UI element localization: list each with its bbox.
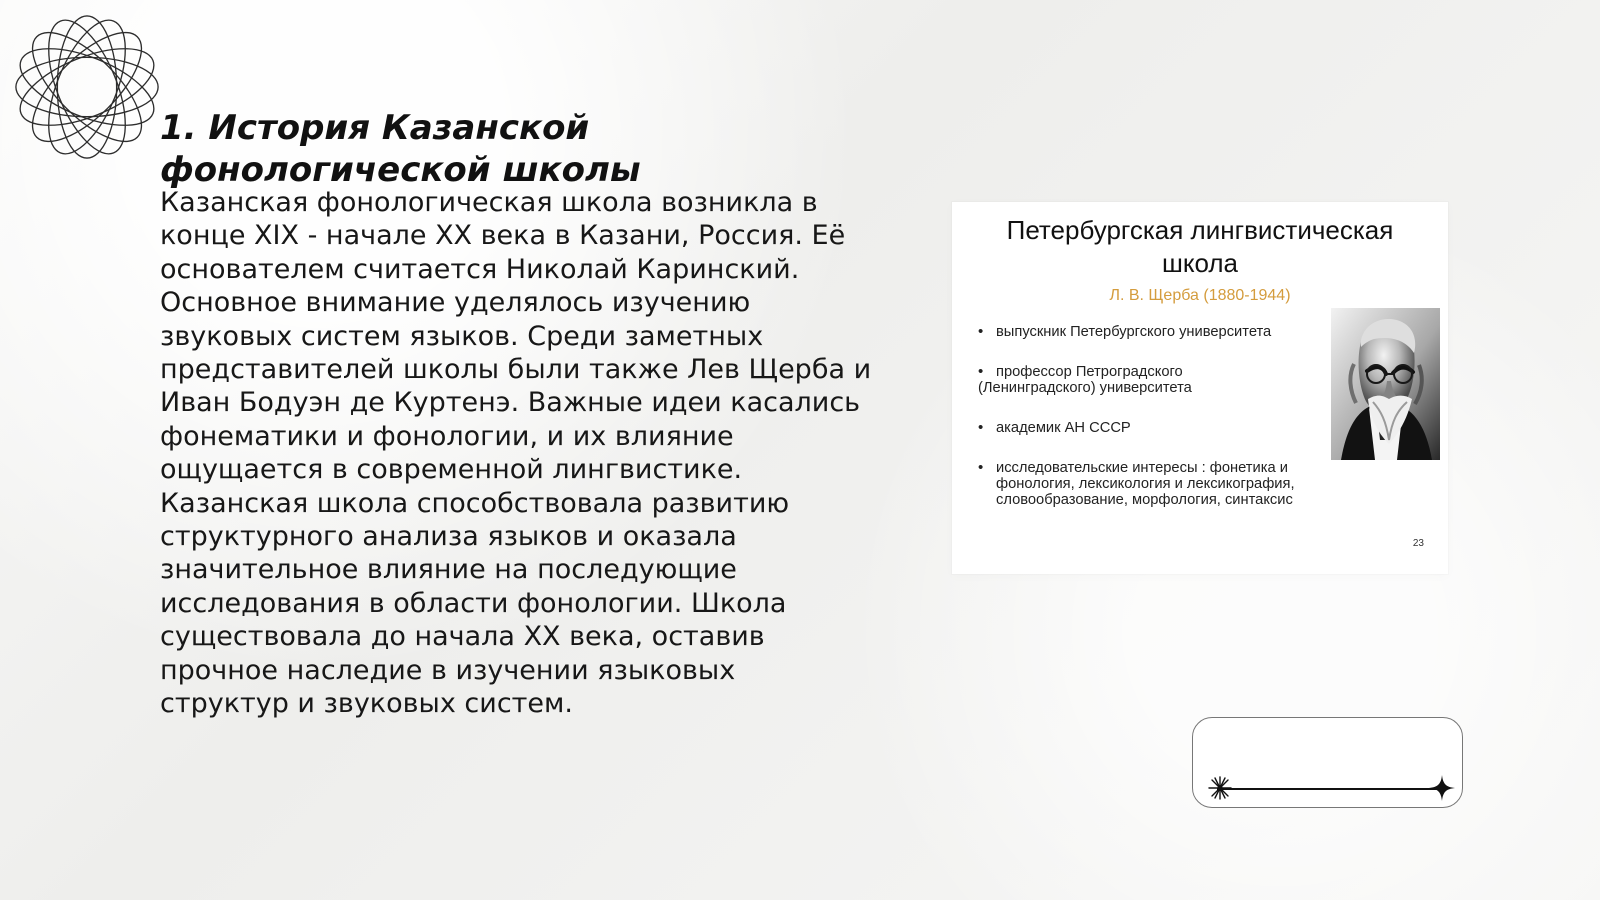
bullet-item [978, 460, 1328, 508]
embedded-slide-bullet-list [978, 324, 1328, 508]
orbit-ornament-icon [8, 8, 166, 166]
embedded-title-line: Петербургская лингвистическая [1006, 215, 1394, 245]
body-text-line: Казанская школа способствовала развитию [160, 487, 790, 519]
bullet-line: • профессор Петроградского [996, 364, 1183, 380]
body-text-line: звуковых систем языков. Среди заметных [160, 320, 764, 352]
body-text-line: представителей школы были также Лев Щерба и [160, 354, 872, 386]
embedded-slide-subtitle: Л. В. Щерба (1880-1944) [1109, 287, 1291, 304]
four-point-star-icon [1427, 773, 1457, 803]
slide-body-text [160, 186, 872, 721]
body-text-line: исследования в области фонологии. Школа [160, 587, 787, 619]
slide-title [160, 107, 720, 191]
bullet-item [978, 420, 1328, 436]
body-text-line: Казанская фонологическая школа возникла в [160, 187, 818, 218]
body-text-line: фонематики и фонологии, и их влияние [160, 420, 734, 452]
bullet-line: фонология, лексикология и лексикография, [996, 476, 1295, 492]
body-text-line: ощущается в современной лингвистике. [160, 454, 743, 486]
body-text-line: конце XIX - начале XX века в Казани, Россия. Её [160, 220, 846, 252]
portrait-photo [1331, 308, 1440, 460]
embedded-slide-page-number: 23 [1412, 538, 1424, 549]
body-text-line: структурного анализа языков и оказала [160, 521, 737, 553]
embedded-title-line: школа [1161, 248, 1239, 278]
bullet-line: (Ленинградского) университета [978, 380, 1192, 396]
timeline-line [1217, 788, 1442, 790]
body-text-line: прочное наследие в изучении языковых [160, 654, 736, 686]
embedded-slide-image [952, 202, 1448, 574]
timeline-card [1192, 717, 1463, 808]
bullet-line: словообразование, морфология, синтаксис [996, 492, 1293, 508]
body-text-line: существовала до начала XX века, оставив [160, 621, 765, 653]
bullet-line: • выпускник Петербургского университета [996, 324, 1272, 340]
bullet-line: • исследовательские интересы : фонетика и [996, 460, 1288, 476]
body-text-line: структур и звуковых систем. [160, 688, 573, 720]
slide-title-line: 1. История Казанской [160, 108, 590, 148]
body-text-line: Иван Бодуэн де Куртенэ. Важные идеи касались [160, 387, 861, 419]
bullet-line: • академик АН СССР [996, 420, 1131, 436]
body-text-line: значительное влияние на последующие [160, 554, 737, 586]
slide-title-line: фонологической школы [160, 150, 641, 190]
body-text-line: Основное внимание уделялось изучению [160, 287, 751, 319]
bullet-item [978, 324, 1328, 340]
bullet-item [978, 364, 1328, 396]
embedded-slide-title [974, 214, 1426, 280]
body-text-line: основателем считается Николай Каринский. [160, 253, 800, 285]
